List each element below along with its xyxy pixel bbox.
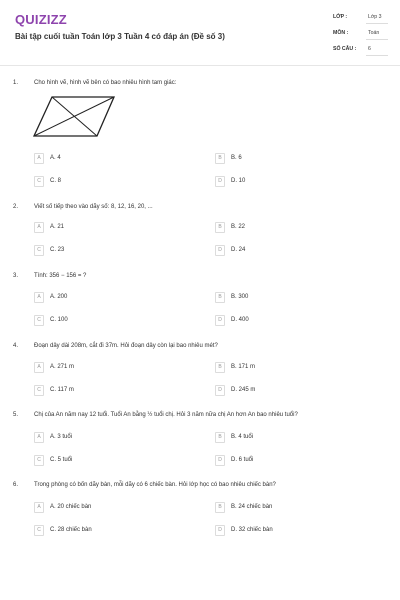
- option-letter-box: B: [215, 222, 225, 233]
- meta-row-subject: [333, 30, 388, 46]
- option-letter-box: D: [215, 455, 225, 466]
- option-letter-box: B: [215, 502, 225, 513]
- option-text: C. 23: [50, 247, 65, 253]
- option-text: D. 10: [231, 178, 246, 184]
- meta-underline: [366, 23, 388, 24]
- option-text: D. 400: [231, 317, 249, 323]
- option-letter-box: B: [215, 153, 225, 164]
- option-letter-box: A: [34, 502, 44, 513]
- option-text: D. 6 tuổi: [231, 457, 254, 463]
- worksheet-title: Bài tập cuối tuần Toán lớp 3 Tuần 4 có đáp án (Đề số 3): [15, 32, 225, 41]
- option-text: D. 24: [231, 247, 246, 253]
- option-text: C. 117 m: [50, 387, 74, 393]
- option-letter-box: A: [34, 292, 44, 303]
- option-letter-box: C: [34, 245, 44, 256]
- question-number: 2.: [13, 204, 19, 210]
- parallelogram-figure: [30, 94, 120, 139]
- meta-row-question-count: [333, 46, 388, 62]
- option-letter-box: C: [34, 455, 44, 466]
- option-text: B. 300: [231, 294, 249, 300]
- option-text: B. 22: [231, 224, 246, 230]
- question-text: Viết số tiếp theo vào dãy số: 8, 12, 16, 20, ...: [34, 204, 153, 210]
- option-letter-box: C: [34, 176, 44, 187]
- option-letter-box: C: [34, 315, 44, 326]
- option-text: B. 24 chiếc bàn: [231, 504, 273, 510]
- header-divider: [0, 65, 400, 66]
- question-text: Trong phòng có bốn dãy bàn, mỗi dãy có 6 chiếc bàn. Hỏi lớp học có bao nhiêu chiếc bàn?: [34, 482, 276, 488]
- question-number: 3.: [13, 273, 19, 279]
- meta-value: Toán: [368, 30, 380, 36]
- option-letter-box: D: [215, 245, 225, 256]
- option-text: B. 4 tuổi: [231, 434, 254, 440]
- quizizz-logo: QUIZIZZ: [15, 12, 67, 27]
- option-letter-box: A: [34, 432, 44, 443]
- question-text: Cho hình vẽ, hình vẽ bên có bao nhiêu hình tam giác:: [34, 80, 177, 86]
- option-text: A. 21: [50, 224, 65, 230]
- question-number: 4.: [13, 343, 19, 349]
- option-text: D. 245 m: [231, 387, 256, 393]
- option-text: B. 6: [231, 155, 242, 161]
- option-letter-box: A: [34, 153, 44, 164]
- meta-label: MÔN :: [333, 30, 349, 36]
- meta-label: LỚP :: [333, 14, 348, 20]
- option-text: C. 100: [50, 317, 68, 323]
- option-text: C. 8: [50, 178, 62, 184]
- question-number: 1.: [13, 80, 19, 86]
- meta-value: 6: [368, 46, 371, 52]
- option-text: C. 5 tuổi: [50, 457, 73, 463]
- option-text: A. 20 chiếc bàn: [50, 504, 92, 510]
- option-letter-box: D: [215, 176, 225, 187]
- option-letter-box: D: [215, 385, 225, 396]
- option-letter-box: D: [215, 525, 225, 536]
- option-letter-box: A: [34, 362, 44, 373]
- meta-row-class: [333, 14, 388, 30]
- question-number: 5.: [13, 412, 19, 418]
- option-letter-box: B: [215, 362, 225, 373]
- meta-label: SỐ CÂU :: [333, 46, 357, 52]
- option-letter-box: B: [215, 292, 225, 303]
- option-letter-box: C: [34, 385, 44, 396]
- option-text: A. 271 m: [50, 364, 75, 370]
- question-text: Đoạn dây dài 208m, cắt đi 37m. Hỏi đoạn dây còn lại bao nhiêu mét?: [34, 343, 218, 349]
- option-text: A. 3 tuổi: [50, 434, 73, 440]
- option-text: C. 28 chiếc bàn: [50, 527, 92, 533]
- worksheet-header: [0, 0, 400, 64]
- meta-underline: [366, 39, 388, 40]
- option-letter-box: D: [215, 315, 225, 326]
- option-text: A. 4: [50, 155, 61, 161]
- option-text: D. 32 chiếc bàn: [231, 527, 273, 533]
- option-letter-box: A: [34, 222, 44, 233]
- option-text: A. 200: [50, 294, 68, 300]
- question-number: 6.: [13, 482, 19, 488]
- meta-value: Lớp 3: [368, 14, 382, 20]
- question-text: Chị của An năm nay 12 tuổi. Tuổi An bằng ½ tuổi chị. Hỏi 3 năm nữa chị An hơn An bao nhiêu tuổi?: [34, 412, 298, 418]
- option-text: B. 171 m: [231, 364, 256, 370]
- meta-underline: [366, 55, 388, 56]
- option-letter-box: C: [34, 525, 44, 536]
- worksheet-meta: [333, 14, 388, 62]
- question-text: Tính: 356 − 156 = ?: [34, 273, 87, 279]
- option-letter-box: B: [215, 432, 225, 443]
